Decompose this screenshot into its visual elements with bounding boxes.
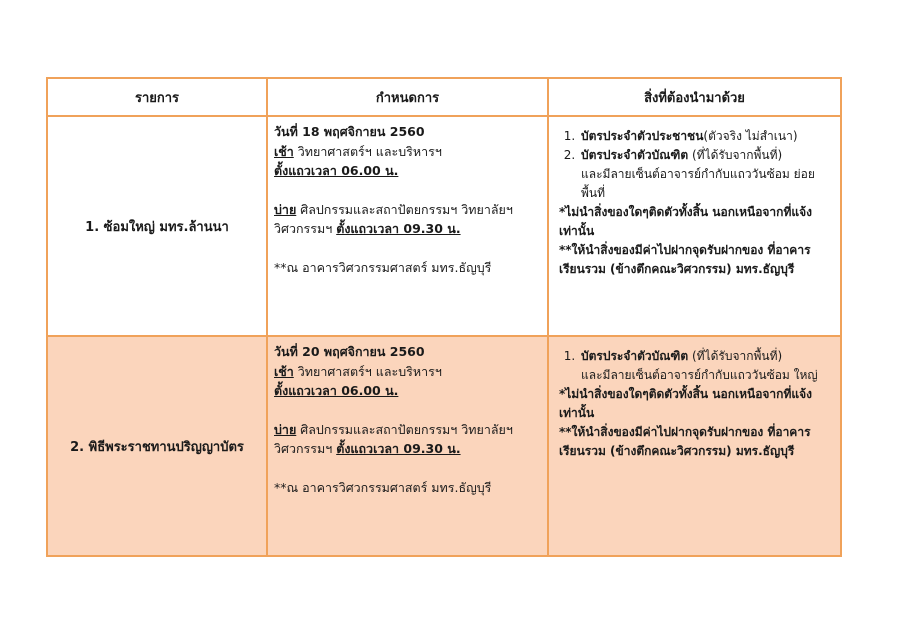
afternoon-session-cont <box>274 439 541 459</box>
event-date: วันที่ 18 พฤศจิกายน 2560 <box>274 124 425 139</box>
table-row <box>47 336 841 556</box>
note-valuables: **ให้นำสิ่งของมีค่าไปฝากจุดรับฝากของ ที่อาคารเรียนรวม (ข้างตึกคณะวิศวกรรม) มทร.ธัญบุรี <box>559 243 811 276</box>
bring-cell <box>548 336 841 556</box>
item-cell: 2. พิธีพระราชทานปริญญาบัตร <box>47 336 267 556</box>
note-no-items: *ไม่นำสิ่งของใดๆติดตัวทั้งสิ้น นอกเหนือจากที่แจ้ง เท่านั้น <box>559 387 812 420</box>
event-date: วันที่ 20 พฤศจิกายน 2560 <box>274 344 425 359</box>
note-valuables: **ให้นำสิ่งของมีค่าไปฝากจุดรับฝากของ ที่อาคารเรียนรวม (ข้างตึกคณะวิศวกรรม) มทร.ธัญบุรี <box>559 425 811 458</box>
table-row <box>47 116 841 336</box>
afternoon-session-cont <box>274 219 541 239</box>
afternoon-queue-time: ตั้งแถวเวลา 09.30 น. <box>336 221 461 236</box>
header-item: รายการ <box>47 78 267 116</box>
header-row <box>47 78 841 116</box>
afternoon-faculties: ศิลปกรรมและสถาปัตยกรรมฯ วิทยาลัยฯ <box>296 421 513 437</box>
afternoon-faculties-2: วิศวกรรมฯ <box>274 441 337 456</box>
morning-queue-time: ตั้งแถวเวลา 06.00 น. <box>274 383 399 398</box>
morning-label: เช้า <box>274 363 294 379</box>
afternoon-faculties-2: วิศวกรรมฯ <box>274 221 337 236</box>
schedule-table <box>46 77 842 557</box>
afternoon-session <box>274 420 541 440</box>
header-schedule: กำหนดการ <box>267 78 548 116</box>
venue: **ณ อาคารวิศวกรรมศาสตร์ มทร.ธัญบุรี <box>274 479 492 495</box>
list-item: 1. บัตรประจำตัวประชาชน(ตัวจริง ไม่สำเนา) <box>579 127 832 146</box>
venue: **ณ อาคารวิศวกรรมศาสตร์ มทร.ธัญบุรี <box>274 259 492 275</box>
document-list <box>559 347 832 385</box>
afternoon-session <box>274 200 541 220</box>
morning-session <box>274 142 541 162</box>
morning-label: เช้า <box>274 143 294 159</box>
item-cell: 1. ซ้อมใหญ่ มทร.ล้านนา <box>47 116 267 336</box>
morning-faculties: วิทยาศาสตร์ฯ และบริหารฯ <box>293 363 442 379</box>
afternoon-label: บ่าย <box>274 421 297 437</box>
header-bring: สิ่งที่ต้องนำมาด้วย <box>548 78 841 116</box>
afternoon-queue-time: ตั้งแถวเวลา 09.30 น. <box>336 441 461 456</box>
schedule-cell <box>267 116 548 336</box>
note-no-items: *ไม่นำสิ่งของใดๆติดตัวทั้งสิ้น นอกเหนือจากที่แจ้ง เท่านั้น <box>559 205 812 238</box>
bring-cell <box>548 116 841 336</box>
afternoon-faculties: ศิลปกรรมและสถาปัตยกรรมฯ วิทยาลัยฯ <box>296 201 513 217</box>
afternoon-label: บ่าย <box>274 201 297 217</box>
list-item: 2. บัตรประจำตัวบัณฑิต (ที่ได้รับจากพื้นที่) และมีลายเซ็นต์อาจารย์กำกับแถววันซ้อม ย่อยพื้นที่ <box>579 146 832 203</box>
schedule-cell <box>267 336 548 556</box>
document-list <box>559 127 832 203</box>
morning-queue-time: ตั้งแถวเวลา 06.00 น. <box>274 163 399 178</box>
morning-faculties: วิทยาศาสตร์ฯ และบริหารฯ <box>293 143 442 159</box>
morning-session <box>274 362 541 382</box>
list-item: 1. บัตรประจำตัวบัณฑิต (ที่ได้รับจากพื้นที่) และมีลายเซ็นต์อาจารย์กำกับแถววันซ้อม ใหญ่ <box>579 347 832 385</box>
